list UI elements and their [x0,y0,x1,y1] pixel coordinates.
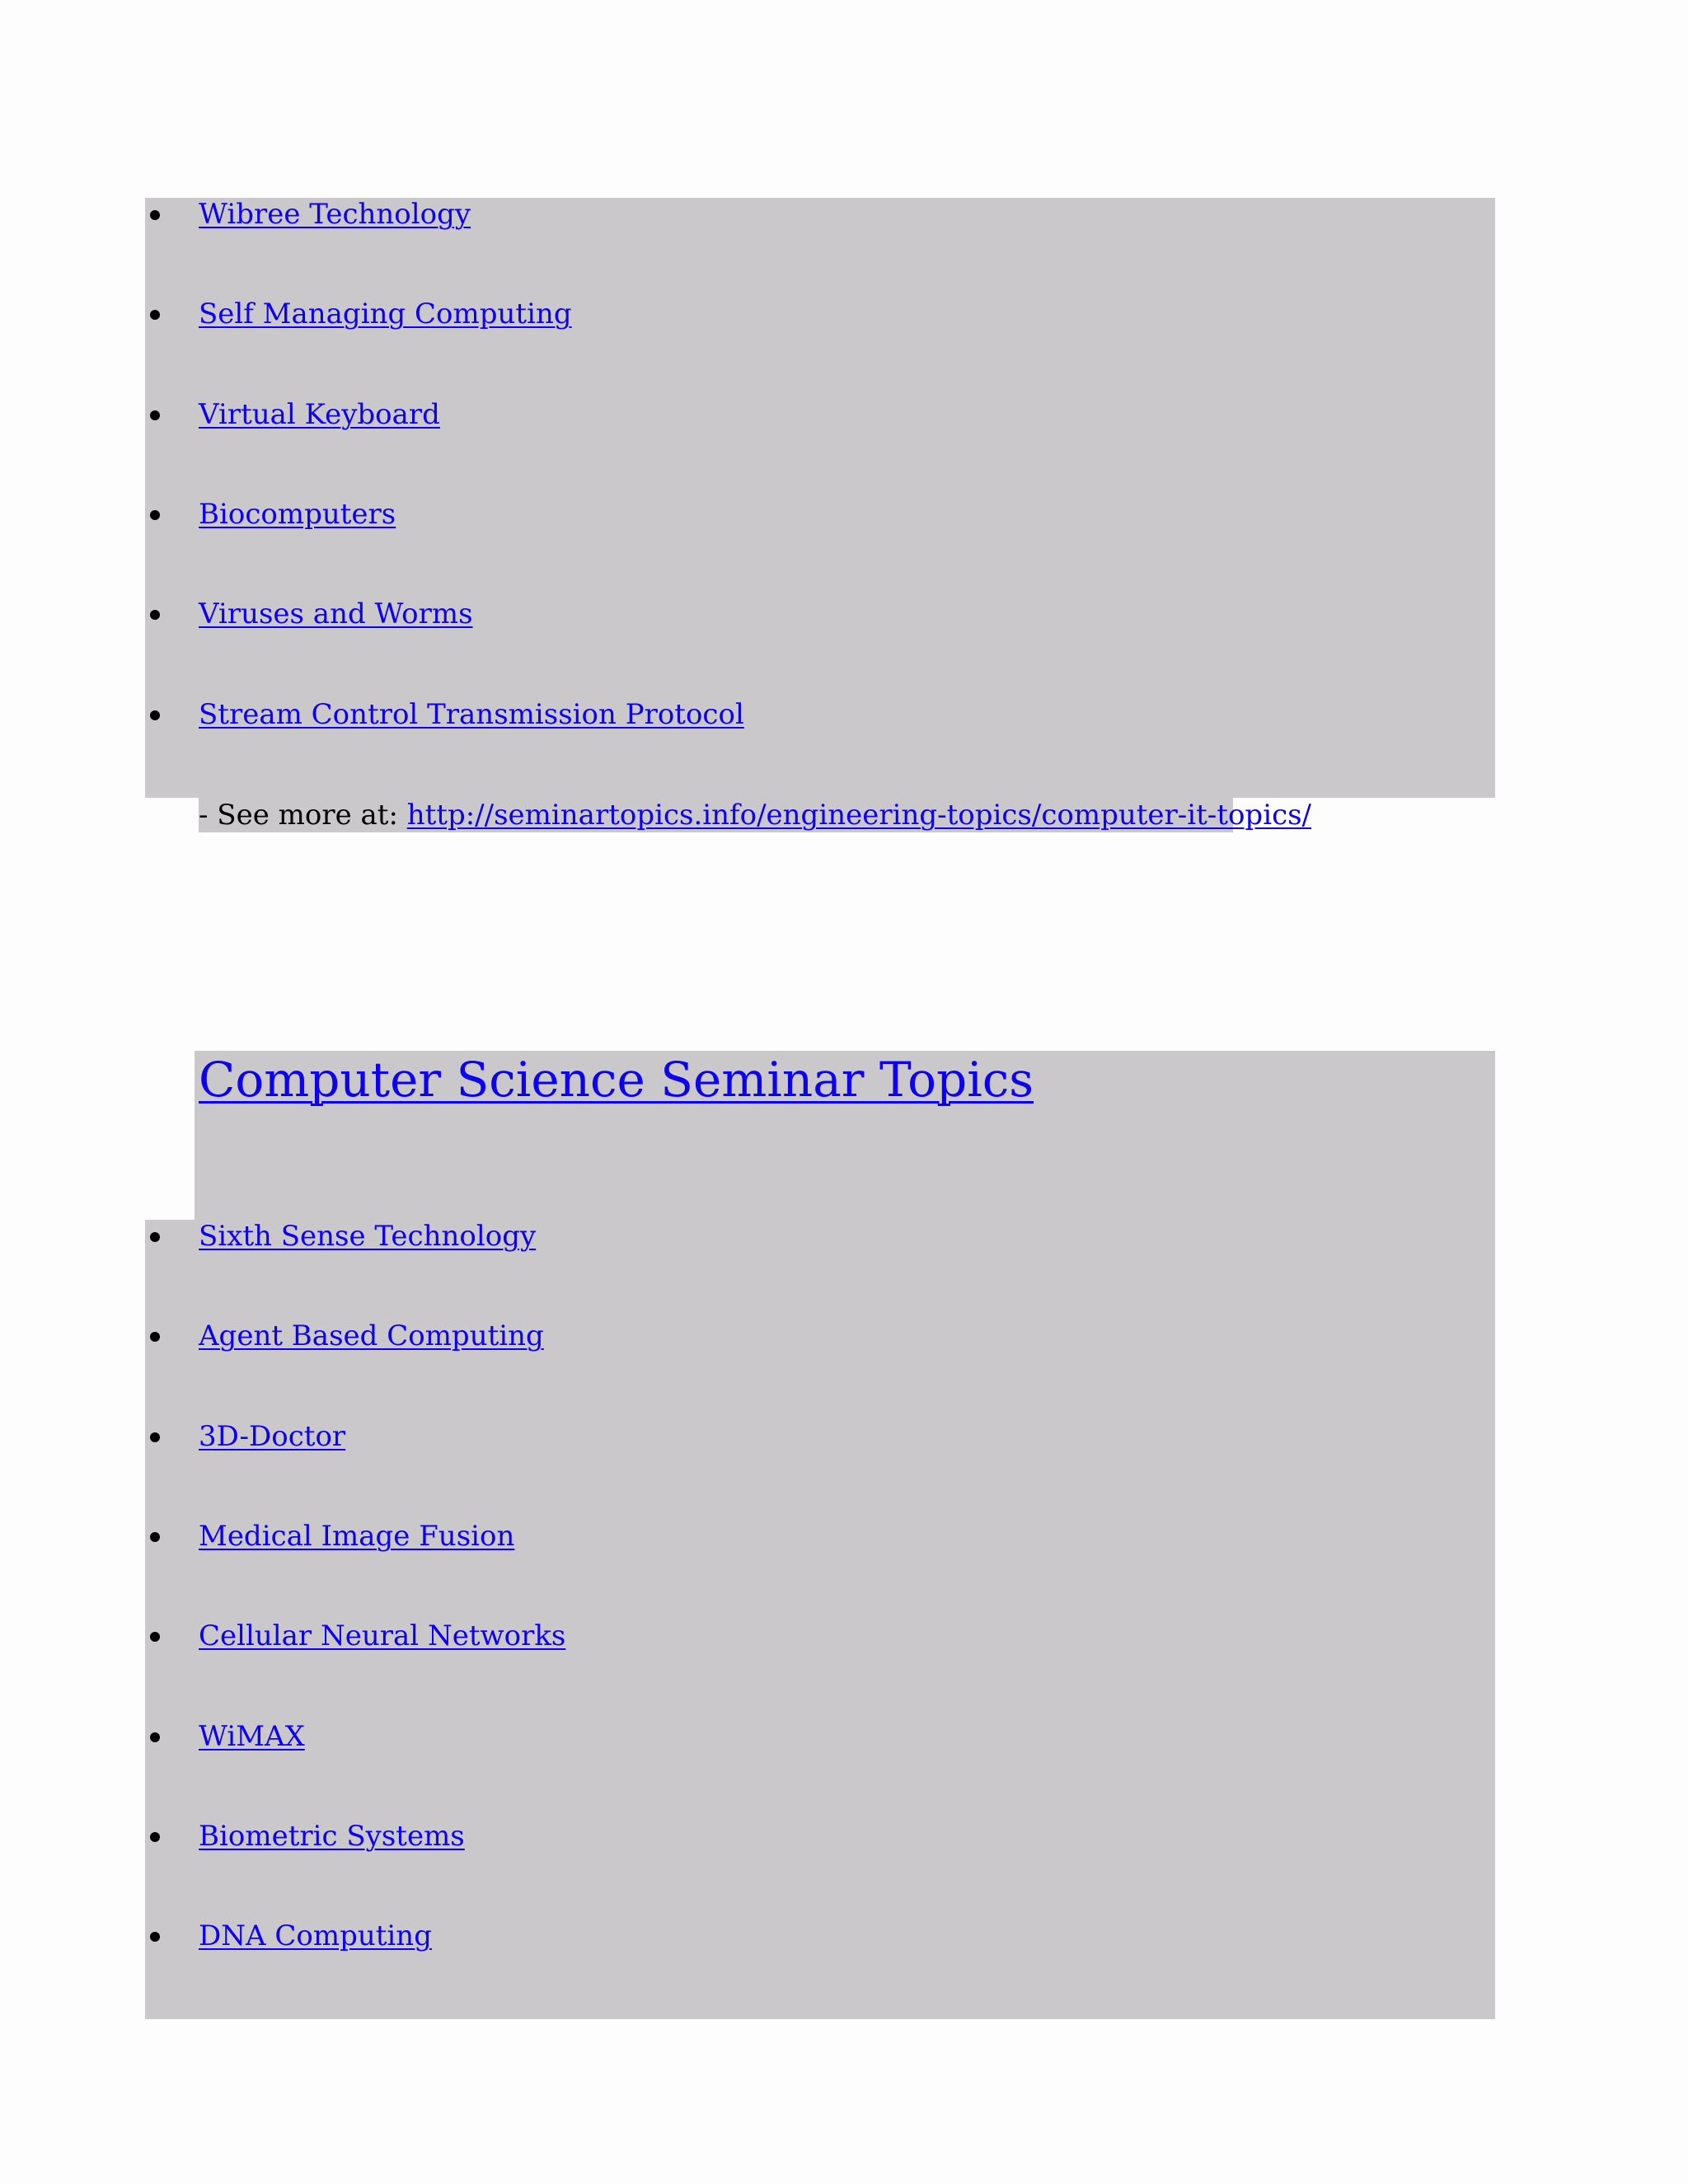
bullet-icon [150,1732,160,1742]
see-more-line [199,794,1311,836]
topic-link-agent-based-computing[interactable]: Agent Based Computing [199,1319,544,1352]
topic-link-dna-computing[interactable]: DNA Computing [199,1919,432,1952]
topic-link-viruses-and-worms[interactable]: Viruses and Worms [199,598,473,630]
topic-link-virtual-keyboard[interactable]: Virtual Keyboard [199,398,440,431]
topic-link-3d-doctor[interactable]: 3D-Doctor [199,1420,346,1453]
bullet-icon [150,1232,160,1242]
bullet-icon [150,310,160,320]
topic-link-stream-control-transmission-protocol[interactable]: Stream Control Transmission Protocol [199,698,744,731]
bullet-icon [150,1332,160,1342]
bullet-icon [150,510,160,520]
bullet-icon [150,610,160,620]
topic-link-biocomputers[interactable]: Biocomputers [199,498,396,531]
bullet-icon [150,1432,160,1442]
bullet-icon [150,1832,160,1842]
bullet-icon [150,1632,160,1642]
topic-link-medical-image-fusion[interactable]: Medical Image Fusion [199,1520,515,1553]
topic-link-sixth-sense-technology[interactable]: Sixth Sense Technology [199,1220,537,1253]
topic-link-wimax[interactable]: WiMAX [199,1720,305,1753]
topic-link-self-managing-computing[interactable]: Self Managing Computing [199,298,572,330]
bullet-icon [150,410,160,420]
section-title [199,1047,1034,1113]
topic-link-biometric-systems[interactable]: Biometric Systems [199,1820,465,1853]
topic-link-cellular-neural-networks[interactable]: Cellular Neural Networks [199,1619,566,1652]
bullet-icon [150,210,160,220]
section-title-link[interactable]: Computer Science Seminar Topics [199,1052,1034,1108]
topic-link-wibree-technology[interactable]: Wibree Technology [199,198,471,231]
bullet-icon [150,710,160,720]
bullet-icon [150,1532,160,1542]
see-more-url-link[interactable]: http://seminartopics.info/engineering-topics/computer-it-topics/ [406,799,1312,832]
bullet-icon [150,1932,160,1942]
see-more-prefix: - See more at: [199,799,407,832]
